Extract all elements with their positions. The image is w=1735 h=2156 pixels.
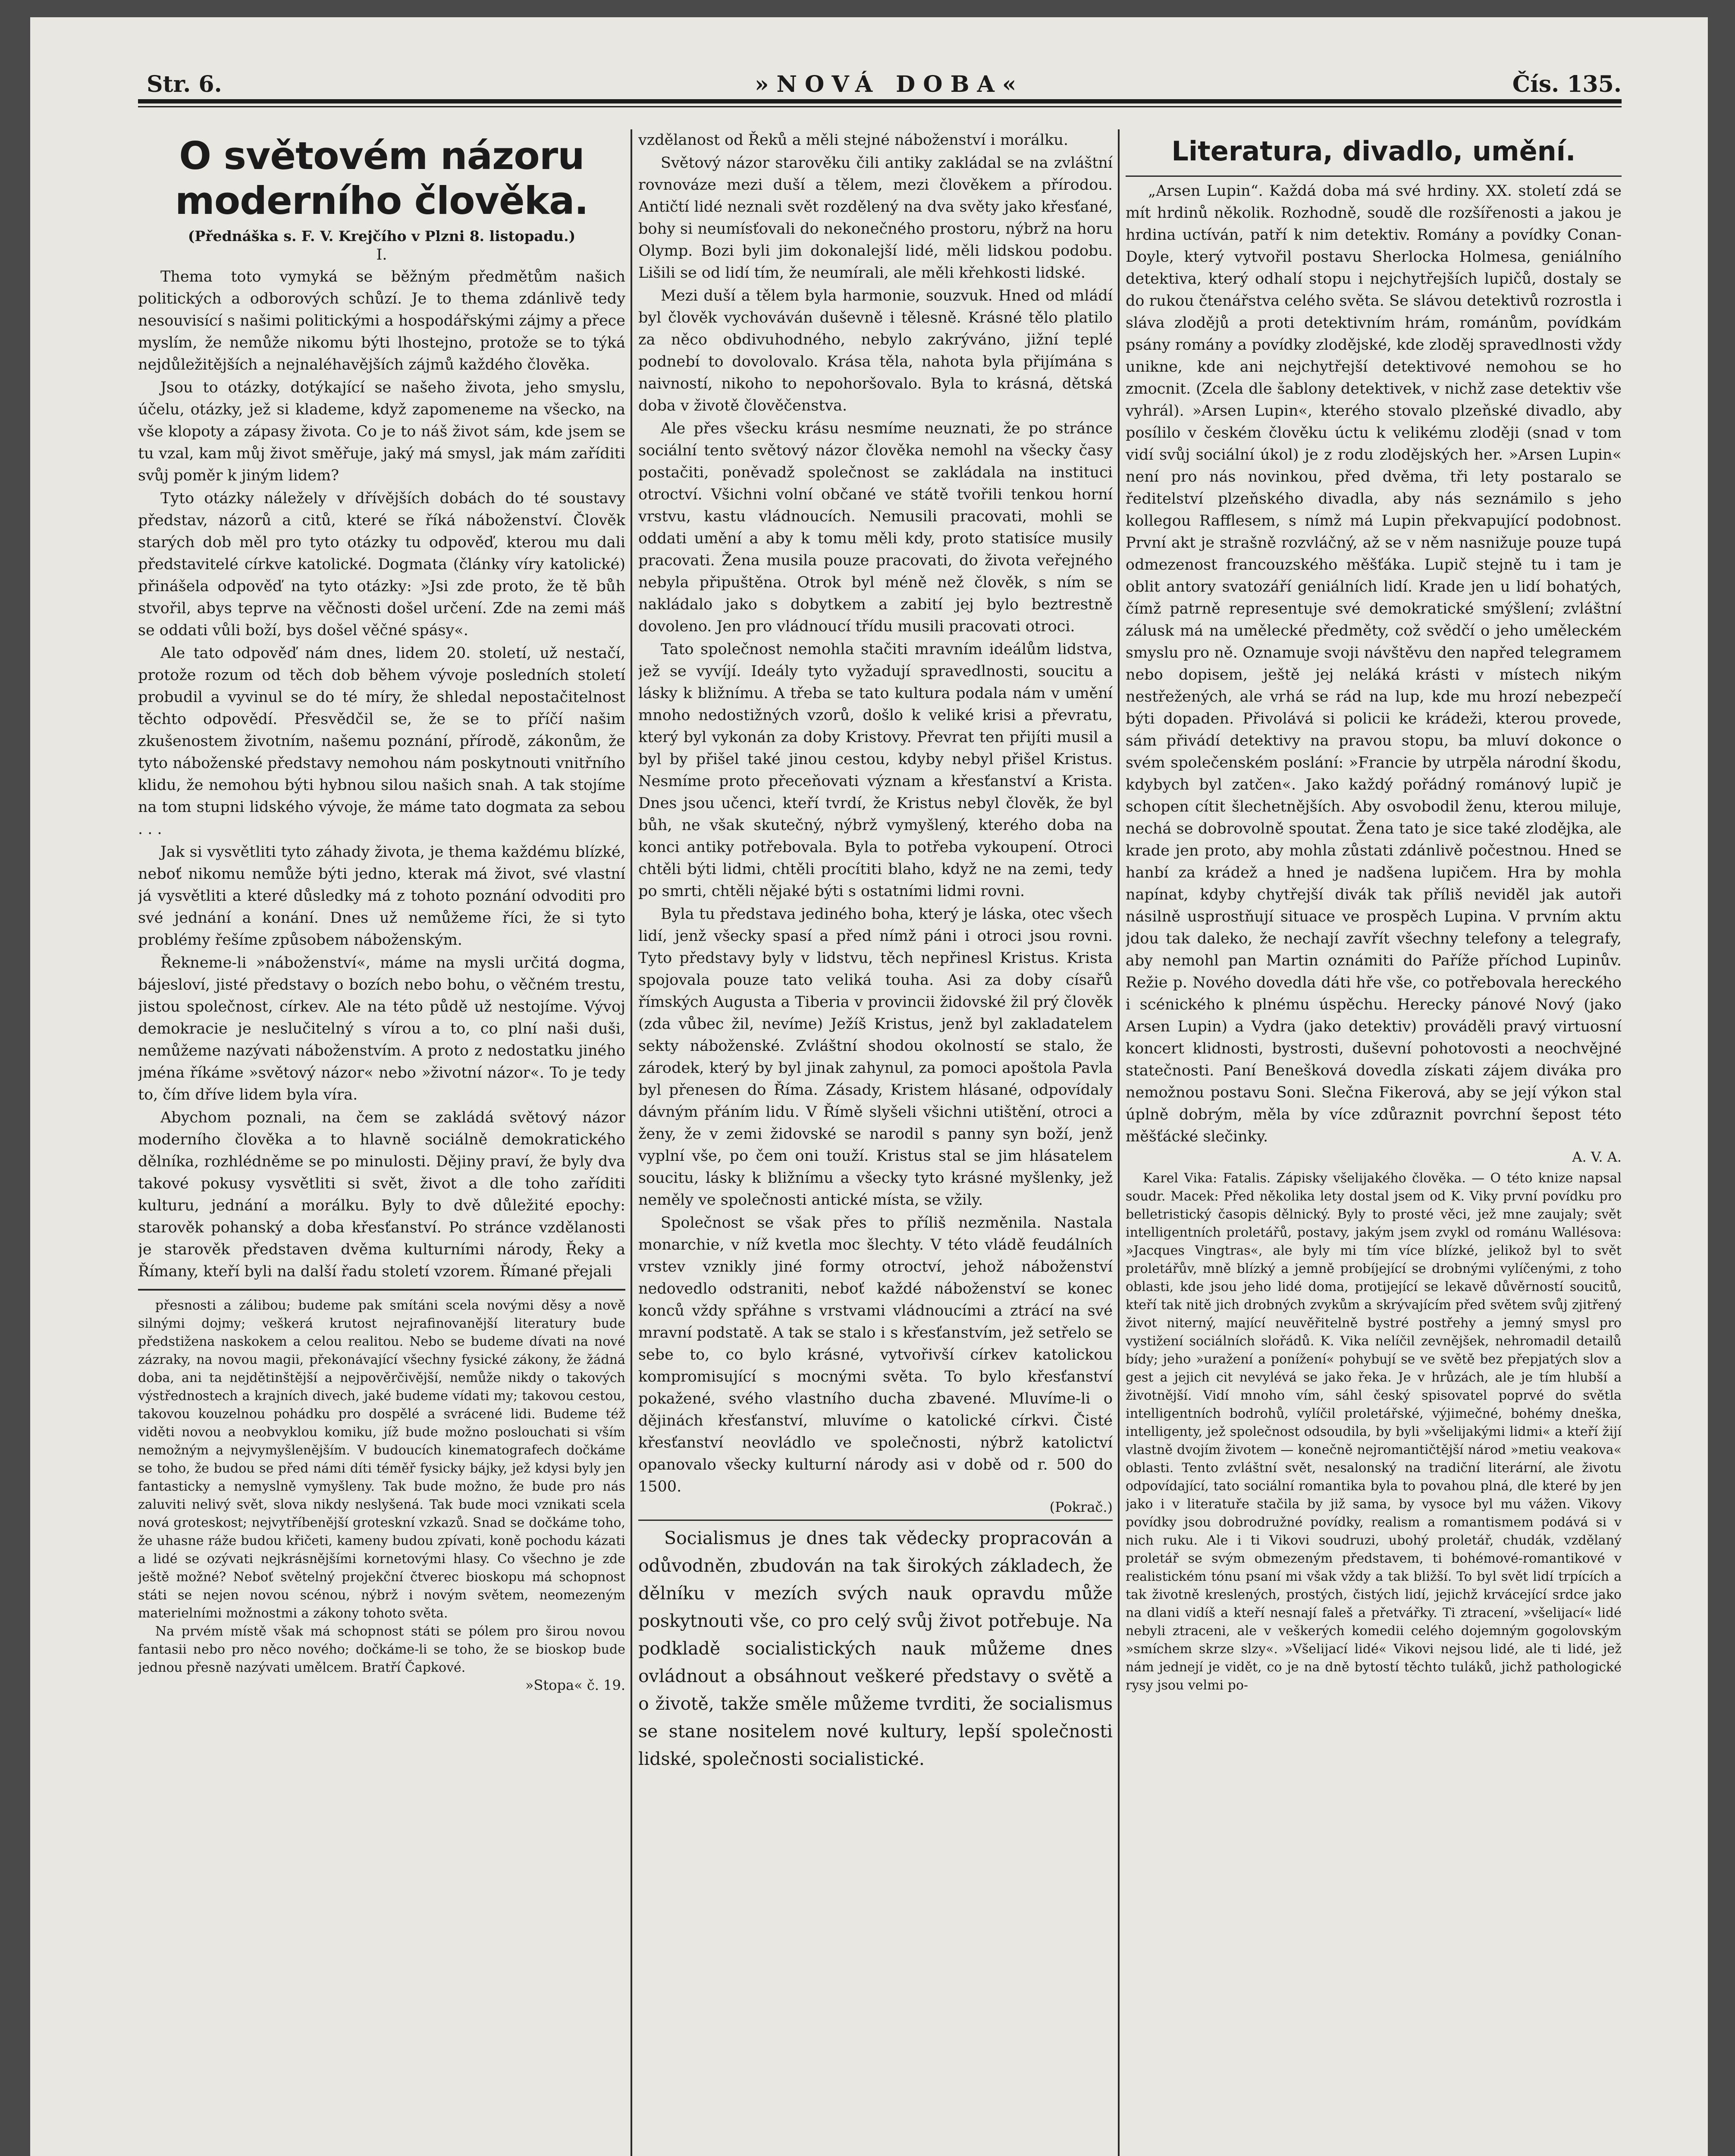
section-title: Literatura, divadlo, umění.: [1171, 135, 1576, 167]
article-paragraph: Ale tato odpověď nám dnes, lidem 20. století, už nestačí, protože rozum od těch dob během vývoje posledních století probudil a vyvinul se do té míry, že shledal nepostačitelnost těchto odpovědí. Přesvědčil se, že se to příčí našim zkušenostem životním, našemu poznání, přírodě, zákonům, že tyto náboženské představy nemohou nám poskytnouti vnitřního klidu, že nemohou býti hybnou silou našich snah. A tak stojíme na tom stupni lidského vývoje, že máme tato dogmata za sebou . . .: [138, 645, 625, 838]
column-2: [638, 129, 1113, 2156]
article-paragraph: Thema toto vymyká se běžným předmětům našich politických a odborových schůzí. Je to thema zdánlivě tedy nesouvisící s našimi politickými a hospodářskými zájmy a přece myslím, že nemůže nikomu býti lhostejno, protože se to týká nejdůležitějších a nejnaléhavějších zájmů každého člověka.: [138, 268, 625, 373]
feuilleton-rule: [138, 1289, 625, 1291]
socialism-note: Socialismus je dnes tak vědecky propracován a odůvodněn, zbudován na tak širokých základech, že dělníku v mezích svých nauk opravdu může poskytnouti vše, co pro celý svůj život potřebuje. Na podkladě socialistických nauk můžeme dnes ovládnout a obsáhnout veškeré představy o světě a o životě, takže směle můžeme tvrditi, že socialismus se stane nositelem nové kultury, lepší společnosti lidské, společnosti socialistické.: [638, 1528, 1113, 1769]
review-signature: A. V. A.: [1572, 1149, 1622, 1165]
masthead: [147, 54, 1622, 106]
book-review: Karel Vika: Fatalis. Zápisky všelijakého člověka. — O této knize napsal soudr. Macek: Před několika lety dostal jsem od K. Viky první povídku pro belletristický časopis dělnický. Byly to prosté věci, jež mne zaujaly; svět intelligentních proletářů, postavy, jakým jsem zvykl od románu Wallésova: »Jacques Vingtras«, ale byly mi tím více blízké, jelikož byl to svět proletářův, mně blízký a jemně probíjející se drobnými vylíčenými, z toho oblasti, kde jsou jeho lidé doma, protijející se lekavě důvěrností soucitů, kteří tak nitě jich drobných zvykům a skrývajícím před světem svůj zjitřený život niterný, mající neuvěřitelně bystré postřehy a jemný smysl pro vystižení sociálních slořádů. K. Vika nelíčil zevnějšek, nehromadil detailů bídy; jeho »uražení a ponížení« pohybují se ve světě bez přepjatých slov a gest a jejich cit nevylévá se jako řeka. Je v hrůzách, ale je tím hlubší a životnější. Vidí mnoho vím, sáhl český spisovatel poprvé do světla intelligentních bodrohů, vylíčil proletářské, výjimečné, bohémy dneška, intelligenty, jež společnost odsoudila, by byli »všelijakými lidmi« a kteří žijí vlastně dvojím životem — konečně nejromantičtější národ »metiu veakova« oblasti. Tento zvláštní svět, nesalonský na tradiční literární, ale životu odpovídající, tato sociální romantika byla to povahou plná, dle které by jen jako i v literatuře stačila by již sama, by vysoce byl mu vážen. Vikovy povídky jsou dobrodružné povídky, realism a romantismem podává si v nich ruku. Ale i ti Vikovi soudruzi, ubohý proletář, chudák, vzdělaný proletář se svým obmezeným představem, ti bohémové-romantikové v realistickém tónu psaní mi však vždy a tak bližší. To byl svět lidí trpících a tak životně kreslených, prostých, čistých lidí, jejichž krvácející srdce jako na dlani vidíš a kteří nesnají faleš a přetvářky. Ti ztracení, »všelijací« lidé nebyli ztraceni, ale v veškerých komedii celého dojemným gogolovským »smíchem skrze slzy«. »Všelijací lidé« Vikovi nejsou lidé, ale ti lidé, jež nám jednejí je vidět, co je na dně bytostí těchto tuláků, jichž pathologické rysy jsou velmi po-: [1126, 1171, 1622, 1693]
article-title: O světovém názoru moderního člověka.: [175, 134, 588, 223]
page-number: Str. 6.: [147, 71, 222, 97]
article-paragraph: Abychom poznali, na čem se zakládá světový názor moderního člověka a to hlavně sociálně demokratického dělníka, rozhlédněme se po minulosti. Dějiny praví, že byly dva takové pokusy vysvětliti si svět, život a dle toho zaříditi kulturu, jednání a morálku. Byly to dvě důležité epochy: starověk pohanský a doba křesťanství. Po stránce vzdělanosti je starověk představen dvěma kulturními národy, Řeky a Římany, kteří byli na další řadu století vzorem. Římané přejali: [138, 1109, 625, 1280]
box-rule: [638, 1520, 1113, 1521]
article-paragraph: Tyto otázky náležely v dřívějších dobách do té soustavy představ, názorů a citů, které se říká náboženství. Člověk starých dob měl pro tyto otázky tu odpověď, kterou mu dali představitelé církve katolické. Dogmata (články víry katolické) přinášela odpověď na tyto otázky: »Jsi zde proto, že tě bůh stvořil, abys teprve na věčnosti došel určení. Zde na zemi máš se oddati vůli boží, bys došel věčné spásy«.: [138, 490, 625, 639]
review-paragraph: „Arsen Lupin“. Každá doba má své hrdiny. XX. století zdá se mít hrdinů několik. Rozhodně, soudě dle rozšířenosti a jakou je hrdina uctíván, patří k nim detektiv. Romány a povídky Conan-Doyle, který vytvořil postavu Sherlocka Holmesa, geniálního detektiva, který odhalí stopu i nejchytřejších lupičů, dostaly se do rukou čtenářstva celého světa. Se slávou detektivů rozrostla i sláva zlodějů a proti detektivním hrám, románům, povídkám psány romány a povídky zlodějské, kde zloděj spravedlnosti vždy unikne, kde ani nejchytřejší detektivové nemohou se ho zmocnit. (Zcela dle šablony detektivek, v nichž zase detektiv vše vyhrál). »Arsen Lupin«, kterého stovalo plzeňské divadlo, aby posílilo v českém člověku úctu k velikému zloději (snad v tom vidí svůj sociální úkol) je z rodu zlodějských her. »Arsen Lupin« není pro nás novinkou, před dvěma, tři lety postaralo se ředitelství plzeňského divadla, aby nás seznámilo s jeho kollegou Rafflesem, s nímž má Lupin překvapující podobnost. První akt je strašně rozvláčný, až se v něm nasnižuje pouze tupá odmezenost francouzského měšťáka. Lupič stejně tu i tam je oblit antory svatozáří geniálních lidí. Krade jen u lidí bohatých, čímž patrně representuje své demokratické smýšlení; zvláštní zálusk má na umělecké předměty, což svědčí o jeho uměleckém smyslu pro ně. Oznamuje svoji návštěvu den napřed telegramem nebo dopisem, ještě jej neláká krásti v místech nikým nestřežených, ale vrhá se rád na lup, kde mu hrozí nebezpečí býti dopaden. Přivolává si policii ke krádeži, kterou provede, sám přivádí detektivy na pravou stopu, ba mluví dokonce o svém společenském poslání: »Francie by utrpěla národní škodu, kdybych byl zatčen«. Jako každý pořádný románový lupič je schopen cítit šlechetnějších. Aby osvobodil ženu, kterou miluje, nechá se dobrovolně spoutat. Žena tato je sice také zlodějka, ale krade jen proto, aby mohla zůstati zdánlivě počestnou. Hned se hanbí za krádež a hned je nadšena lupičem. Hra by mohla napínat, kdyby chytřejší divák tak příliš neviděl jak autoři násilně usprostňují situace ve prospěch Lupina. V prvním aktu jdou tak daleko, že nechají zavřít všechny telefony a telegrafy, aby nemohl pan Martin oznámiti do Paříže příchod Lupinův. Režie p. Nového dovedla dáti hře vše, co potřebovala hereckého i scénického k plnému úspěchu. Herecky pánové Nový (jako Arsen Lupin) a Vydra (jako detektiv) prováděli pravý virtuosní koncert klidnosti, bystrosti, duševní pohotovosti a neochvějné statečnosti. Paní Benešková dovedla získati zájem diváka pro nemožnou postavu Soni. Slečna Fikerová, aby se její výkon stal úplně dobrým, měla by více zdůraznit povrchní šepost této měšťácké slečinky.: [1126, 182, 1622, 1145]
newspaper-title: »NOVÁ DOBA«: [755, 71, 1024, 97]
article-paragraph: Jsou to otázky, dotýkající se našeho života, jeho smyslu, účelu, otázky, jež si klademe, když zapomeneme na všecko, na vše klopoty a zápasy života. Co je to náš život sám, kde jsem se tu vzal, kam můj život směřuje, jaký má smysl, jak mám zaříditi svůj poměr k jiným lidem?: [138, 379, 625, 484]
article-paragraph: Byla tu představa jediného boha, který je láska, otec všech lidí, jenž všecky spasí a před nímž páni i otroci jsou rovni. Tyto představy byly v lidstvu, těch nepřinesl Kristus. Krista spojovala pouze tato veliká touha. Asi za doby císařů římských Augusta a Tiberia v provincii židovské žil prý člověk (zda vůbec žil, nevíme) Ježíš Kristus, jenž byl zakladatelem sekty náboženské. Zvláštní shodou okolností se stalo, že zárodek, který by byl jinak zahynul, za pomoci apoštola Pavla byl přenesen do Říma. Zásady, Kristem hlásané, odpovídaly dávným přáním lidu. V Římě slyšeli všichni utištění, otroci a ženy, že v zemi židovské se narodil s panny syn boží, jenž vyplní vše, po čem oni touží. Kristus stal se jim hlásatelem soucitu, lásky k bližnímu a všecky tyto krásné myšlenky, jež neměly ve společnosti antické místa, se vžily.: [638, 906, 1113, 1209]
header-rule-thin: [138, 106, 1622, 107]
article-paragraph: Řekneme-li »náboženství«, máme na mysli určitá dogma, bájesloví, jisté představy o bozích nebo bohu, o věčném trestu, jistou společnost, církev. Ale na této půdě už nestojíme. Vývoj demokracie je neslučitelný s vírou a to, co plní naši duši, nemůžeme nazývati náboženstvím. A proto z nedostatku jiného jména říkáme »světový názor« nebo »životní názor«. To je tedy to, čím dříve lidem byla víra.: [138, 954, 625, 1103]
feuilleton-source: »Stopa« č. 19.: [525, 1677, 625, 1693]
article-paragraph: Světový názor starověku čili antiky zakládal se na zvláštní rovnováze mezi duší a tělem, mezi člověkem a přírodou. Antičtí lidé neznali svět rozdělený na dva světy jako křesťané, bohy si neumísťovali do nekonečného prostoru, nýbrž na horu Olymp. Bozi byli jim dokonalejší lidé, měli lidskou podobu. Lišili se od lidí tím, že neumírali, ale měli křehkosti lidské.: [638, 154, 1113, 282]
article-paragraph: Ale přes všecku krásu nesmíme neuznati, že po stránce sociální tento světový názor člověka nemohl na všecky časy postačiti, poněvadž společnost se zakládala na instituci otroctví. Všichni volní občané ve státě tvořili tenkou horní vrstvu, kastu vládnoucích. Nemusili pracovati, mohli se oddati umění a aby k tomu měli kdy, proto statisíce musily pracovati. Žena musila pouze pracovati, do života veřejného nebyla připuštěna. Otrok byl méně než člověk, s ním se nakládalo jako s dobytkem a zabití jej bylo beztrestně dovoleno. Jen pro vládnoucí třídu musili pracovati otroci.: [638, 420, 1113, 635]
article-part-numeral: I.: [376, 246, 387, 263]
continued-note: (Pokrač.): [1049, 1499, 1113, 1515]
section-rule: [1126, 175, 1622, 177]
column-3: [1126, 129, 1622, 2156]
article-paragraph: Společnost se však přes to příliš nezměnila. Nastala monarchie, v níž kvetla moc šlechty. V této vládě feudálních vrstev vznikly jiné formy otroctví, jehož náboženství nedovedlo odstraniti, neboť každé náboženství se konec konců vždy spřáhne s vrstvami vládnoucími a ztrácí na své mravní podstatě. A tak se stalo i s křesťanstvím, jež setřelo se sebe to, co bylo krásné, vytvořivší církev katolickou kompromisující s mocnými světa. To bylo křesťanství pokažené, svého vlastního ducha zbavené. Mluvíme-li o dějinách křesťanství, mluvíme o katolické církvi. Čisté křesťanství neovládlo ve společnosti, nýbrž katolictví opanovalo všecky kulturní národy asi v době od r. 500 do 1500.: [638, 1214, 1113, 1495]
feuilleton-paragraph: Na prvém místě však má schopnost státi se pólem pro širou novou fantasii nebo pro něco nového; dočkáme-li se toho, že se bioskop bude jednou přesně nazývati umělcem. Bratří Čapkové.: [138, 1624, 625, 1675]
article-paragraph: Tato společnost nemohla stačiti mravním ideálům lidstva, jež se vyvíjí. Ideály tyto vyžadují spravedlnosti, soucitu a lásky k bližnímu. A třeba se tato kultura podala nám v umění mnoho nedostižných vzorů, došlo k veliké krisi a převratu, který byl vykonán za doby Kristovy. Převrat ten přijíti musil a byl by přišel také jinou cestou, kdyby nebyl přišel Kristus. Nesmíme proto přeceňovati význam a křesťanství a Krista. Dnes jsou učenci, kteří tvrdí, že Kristus nebyl člověk, že byl bůh, ne však skutečný, nýbrž vymyšlený, kterého doba na konci antiky potřebovala. Byla to potřeba vykoupení. Otroci chtěli býti lidmi, chtěli procítiti blaho, když ne na zemi, tedy po smrti, chtěli nějaké býti s ostatními lidmi rovni.: [638, 641, 1113, 900]
article-paragraph: vzdělanost od Řeků a měli stejné náboženství i morálku.: [638, 132, 1069, 149]
column-1: [138, 129, 625, 2156]
issue-number: Čís. 135.: [1512, 71, 1622, 97]
feuilleton-paragraph: přesnosti a zálibou; budeme pak smítáni scela novými děsy a nově silnými dojmy; veškerá krutost nejrafinovanější literatury bude předstižena naskokem a celou realitou. Nebo se budeme dívati na nové zázraky, na novou magii, překonávající všechny fysické zákony, že žádná doba, ani ta nejdětinštější a nejpověrčivější, nemůže nikdy o takových výstřednostech a krajních divech, jaké budeme vídati my; takovou cestou, takovou kouzelnou pohádku pro dospělé a svrácené lidi. Budeme též viděti novou a neobvyklou komiku, jíž bude možno poslouchati si vším nemožným a nejvymyšlenějším. V budoucích kinematografech dočkáme se toho, že budou se před námi díti téměř fysicky bájky, jež kdysi byly jen fantasticky a nemyslně vymyšleny. Tak bude možno, že bude pro nás zaluviti nelivý svět, slova nikdy neslyšená. Tak bude moci vznikati scela nová groteskost; nejvytříbenější groteskní vzkazů. Snad se dočkáme toho, že uhasne ráže budou křičeti, kameny budou zpívati, koně pochodu kázati a lidé se ozývati nejkrásnějšími kornetovými hlasy. Co všechno je zde ještě možné? Neboť světelný projekční čtverec bioskopu má schopnost státi se nejen novou scénou, nýbrž i novým světem, neomezeným materielními možnostmi a zákony tohoto světa.: [138, 1298, 625, 1621]
header-rule: [138, 99, 1622, 103]
column-divider: [1118, 129, 1120, 2156]
column-divider: [631, 129, 632, 2156]
article-byline: (Přednáška s. F. V. Krejčího v Plzni 8. listopadu.): [188, 228, 576, 244]
article-paragraph: Mezi duší a tělem byla harmonie, souzvuk. Hned od mládí byl člověk vychováván duševně i tělesně. Krásné tělo platilo za něco obdivuhodného, nebylo zakrýváno, jižní teplé podnebí to dovolovalo. Krása těla, nahota byla přijímána s naivností, nikoho to nepohoršovalo. Byla to krásná, dětská doba v životě člověčenstva.: [638, 287, 1113, 414]
article-paragraph: Jak si vysvětliti tyto záhady života, je thema každému blízké, neboť nikomu nemůže býti jedno, kterak má život, své vlastní já vysvětliti a které důsledky má z tohoto poznání odvoditi pro své jednání a konání. Dnes už nemůžeme říci, že si tyto problémy řešíme způsobem náboženským.: [138, 843, 625, 949]
